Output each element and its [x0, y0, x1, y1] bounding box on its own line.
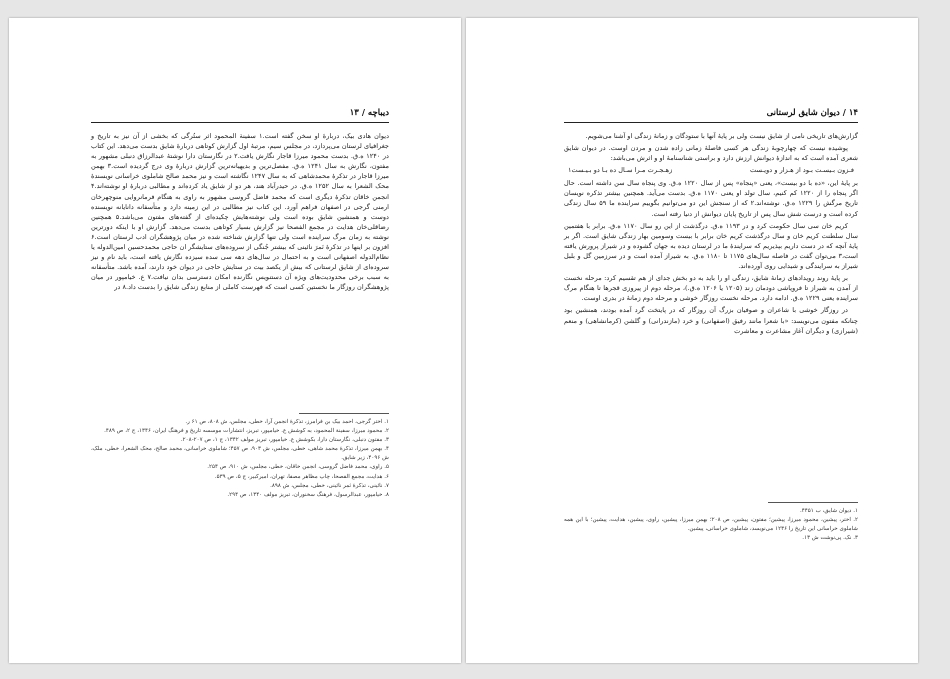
running-header — [564, 108, 858, 122]
paragraph: بر پایهٔ روند رویدادهای زمانهٔ شایق، زندگی او را باید به دو بخش جدای از هم تقسیم کرد: مرحله نخست از آمدن به شیراز تا فروپاشی دودمان زند (۱۲۰۵ یا ۱۲۰۶ ه.ق.)، مرحله دوم از پیروزی قجرها تا هنگام مرگ سراینده یعنی ۱۲۲۹ ه.ق. ادامه دارد. مرحله نخست روزگار خوشی و مرحله دوم زمانهٔ در بدری اوست. — [564, 274, 858, 303]
footnote: ۷. نائینی، تذکرهٔ ثمر نائینی، خطی، مجلس، ش ۸۹۸. — [270, 482, 389, 489]
footnote: ۲. اختر، پیشین، محمود میرزا، پیشین؛ مفتون، پیشین، ص ۲۰۸؛ بهمن میرزا، پیشین، راوی، پیشین، هدایت، پیشین؛ با این همه شاملوی خراسانی این تاریخ را ۱۲۳۶ می‌نویسد، شاملوی خراسانی، پیشین. — [564, 517, 859, 533]
footnote-rule — [768, 502, 858, 503]
running-header — [91, 108, 389, 122]
paragraph: پوشیده نیست که چهارچوبهٔ زندگی هر کسی فاصلهٔ زمانی زاده شدن و مردن اوست. در دیوان شایق شعری آمده است که به اندازهٔ دیوانش ارزش دارد و براستی شناسنامهٔ او و اثرش می‌باشد: — [564, 144, 858, 163]
page-left — [9, 18, 461, 663]
header-title: دیباچه / ۱۳ — [349, 108, 389, 118]
header-rule — [91, 122, 389, 123]
paragraph: بر پایهٔ این، «ده با دو بیست»، یعنی «پنجاه» پس از سال ۱۲۲۰ ه.ق. وی پنجاه سال سن داشته است. حال اگر پنجاه را از ۱۲۲۰ کم کنیم، سال تولد او یعنی ۱۱۷۰ ه.ق. بدست می‌آید. همچنین بیشتر تذکره نویسان تاریخ مرگش را ۱۲۲۹ ه.ق. نوشته‌اند.۲ که از سنجش این دو می‌توانیم بگوییم سراینده ما ۵۹ سال زندگی کرده است و درست شش سال پس از تاریخ پایان دیوانش از دنیا رفته است. — [564, 179, 859, 218]
paragraph: در روزگار خوشی با شاعران و صوفیان بزرگ آن روزگار که در پایتخت گرد آمده بودند، همنشین بود چنانکه مفتون می‌نویسد: «با شعرا مانند رفیق (اصفهانی) و خرد (مازندرانی) و گلشن (کرمانشاهی) و منعم (شیرازی) و دیگران آغاز مشاعرت و معاشرت — [564, 306, 858, 335]
verse-line — [564, 165, 858, 175]
paragraph: کریم خان سی سال حکومت کرد و در ۱۱۹۳ ه.ق. درگذشت از این رو سال ۱۱۷۰ ه.ق. برابر با هفتمین سال سلطنت کریم خان و سال درگذشت کریم خان برابر با بیست وسومین بهار زندگی شایق است. اگر بر پایهٔ آنچه که در دست داریم بپذیریم که سرایندهٔ ما در لرستان دیده به جهان گشوده و در شیراز پرورش یافته است،۳ می‌توان گفت در فاصله سال‌های ۱۱۷۵ تا ۱۱۸۰ ه.ق. به شیراز آمده است و در سرزمین گل و بلبل شیراز به سرایندگی و شیدایی روی آورده‌اند. — [564, 221, 858, 271]
footnotes — [91, 418, 389, 500]
body-text — [564, 131, 858, 493]
page-right — [466, 18, 918, 663]
footnote: ۴. بهمن میرزا، تذکرهٔ محمد شاهی، خطی، مجلس، ش ۹۰۳، ص ۴۵۷؛ شاملوی خراسانی، محمد صالح، محک الشعرا، خطی، ملک، ش ۴۰۹۶، زیر شایق. — [91, 446, 389, 462]
header-title: ۱۴ / دیوان شایق لرستانی — [766, 108, 858, 118]
paragraph: گزارش‌های تاریخی نامی از شایق نیست ولی بر پایهٔ آنها با ستودگان و زمانهٔ زندگی او آشنا می‌شویم. — [585, 132, 858, 140]
footnote: ۳. مفتون دنبلی، نگارستان دارا، بکوشش ع. خیامپور، تبریز مولف ۱۳۴۲، ج ۱، ص ۲۰۷-۲۰۸. — [180, 437, 389, 444]
footnote: ۵. راوی، محمد فاضل گروسی، انجمن خاقان، خطی، مجلس، ش ۹۱۰، ص ۲۵۴. — [207, 464, 389, 471]
verse-hemistich-1: فـزون بـیسـت بـود از هـزار و دویـست — [750, 166, 854, 175]
footnote-rule — [299, 413, 389, 414]
footnote: ۱. دیوان شایق، ب ۴۴۵۱. — [799, 508, 858, 514]
verse-hemistich-2: زهـجـرت مـرا سـال ده بـا دو بـیـست۱ — [568, 166, 673, 175]
body-text — [91, 131, 389, 409]
footnote: ۸. خیامپور، عبدالرسول، فرهنگ سخنوران، تبریز مولف ۱۳۴۰، ص ۲۹۴. — [227, 491, 389, 498]
footnote: ۲. محمود میرزا، سفینة المحمود، به کوشش ع. خیامپور، تبریز، انتشارات موسسه تاریخ و فرهنگ ایران، ۱۳۴۶، ج ۲، ص ۴۸۹. — [104, 428, 389, 435]
footnotes — [564, 507, 858, 543]
footnote: ۱. اختر گرجی، احمد بیک بن فرامرز، تذکرهٔ انجمن آرا، خطی، مجلس، ش ۸۰۸، ص ۶۱ ر. — [185, 419, 389, 425]
footnote: ۳. نک. پی‌نوشت ش ۱۳. — [802, 535, 858, 542]
paragraph: دیوان هادی بیک، دربارهٔ او سخن گفته است.۱ سفینة المحمود اثر ستُرگی که بخشی از آن نیز به تاریخ و جغرافیای لرستان می‌پردازد، در مجلس سیم، مرتبهٔ اول گزارش کوتاهی دربارهٔ شایق بدست می‌دهد. این کتاب در ۱۲۴۰ ه.ق. بدست محمود میرزا قاجار نگارش یافت.۲ در نگارستان دارا نوشتهٔ عبدالرزاق دنبلی مشهور به مفتون، نگارش به سال ۱۲۴۱ ه.ق. مفصل‌ترین و بدیهیانه‌ترین گزارش دربارهٔ وی درج گردیده است.۳ بهمن میرزا قاجار در تذکرهٔ محمدشاهی که به سال ۱۲۴۷ نگاشته است و نیز محمد صالح شاملوی خراسانی نویسندهٔ محک الشعرا به سال ۱۲۵۲ ه.ق. در حیدرآباد هند، هر دو از شایق یاد کرده‌اند و مطالبی دربارهٔ او نوشته‌اند.۴ انجمن خاقان تذکرهٔ دیگری است که محمد فاضل گروسی مشهور به راوی به هنگام فرمانروایی منوچهرخان ارمنی گرجی در اصفهان فراهم آورد. این کتاب نیز مطالبی در این زمینه دارد و متأسفانه دانایانه نویسنده دوست و همنشین شایق بوده است ولی نوشته‌هایش چکیده‌ای از گفته‌های مفتون می‌باشد.۵ همچنین رضاقلی‌خان هدایت در مجمع الفصحا نیز گزارش بسیار کوتاهی بدست می‌دهد. گزارش او با اینکه دورترین نوشته به زمان مرگ سراینده است ولی تنها گزارش شناخته شده در میان پژوهشگران ادب لرستان است.۶ افزون بر اینها در تذکرهٔ نَمرَ نائینی که بیشتر جُنگی از سروده‌های ستایشگر ان حاجی محمدحسین امین‌الدوله یا نظام‌الدوله اصفهانی است و به احتمال در سال‌های دهه سی سده سیزده نگارش یافته است، باید نام و نیز سروده‌ای از شایق لرستانی که بیش از یکصد بیت در ستایش حاجی در دیوان خود دارند، آمده باشد. متأسفانه به سبب برخی محدودیت‌های ویژه آن دستنویس نگارنده امکان دسترسی بدان نیافت.۷ ع. خیامپور در میان پژوهشگران روزگار ما نخستین کسی است که فهرست کاملی از منابع زندگی شایق را بدست داد.۸ در — [91, 132, 390, 292]
header-rule — [564, 122, 858, 123]
footnote: ۶. هدایت، مجمع الفصحا، چاپ مظاهر مصفا، تهران، امیرکبیر، ج ۵، ص ۵۳۹. — [214, 473, 389, 480]
